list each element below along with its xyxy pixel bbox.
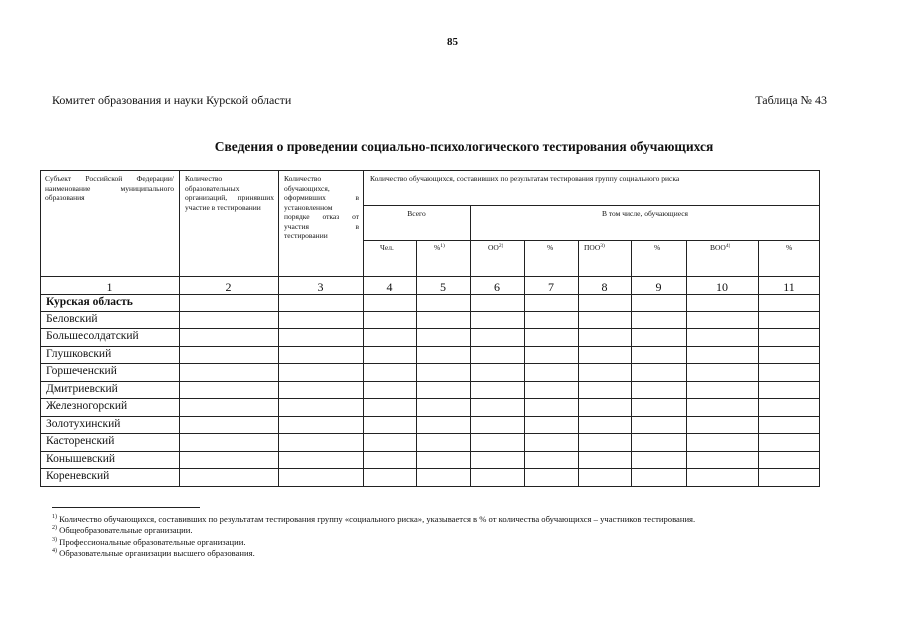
table-row-label: Горшеченский bbox=[46, 365, 117, 377]
footnotes bbox=[52, 514, 812, 559]
header-voo: ВОО$^{4)}$ bbox=[710, 243, 731, 252]
table-row-label: Дмитриевский bbox=[46, 383, 118, 395]
table-row-label: Конышевский bbox=[46, 453, 116, 465]
header-pct-total: %$^{1)}$ bbox=[434, 243, 445, 252]
footnote: $^{1)}$ Количество обучающихся, составивших по результатам тестирования группу «социального риска», указывается в % от количества обучающихся – участников тестирования. bbox=[52, 514, 696, 524]
column-number: 5 bbox=[440, 280, 446, 294]
header-including: В том числе, обучающиеся bbox=[601, 209, 689, 218]
header-total: Всего bbox=[407, 209, 426, 218]
organization-name: Комитет образования и науки Курской области bbox=[52, 93, 292, 107]
table-row-label: Железногорский bbox=[46, 400, 128, 412]
table-row-label: Кореневский bbox=[46, 470, 110, 482]
footnote: $^{3)}$ Профессиональные образовательные организации. bbox=[52, 536, 246, 547]
header-subject: Субъект Российской Федерации/наименование муниципального образования bbox=[45, 174, 174, 202]
header-refusal-count: Количество обучающихся, оформивших в установленном порядке отказ от участия в тестировании bbox=[284, 174, 359, 240]
column-number: 1 bbox=[106, 280, 113, 294]
header-poo: ПОО$^{3)}$ bbox=[584, 243, 605, 252]
table-row-label: Золотухинский bbox=[46, 418, 121, 430]
column-number: 2 bbox=[225, 280, 232, 294]
column-number: 11 bbox=[783, 280, 795, 294]
footnote: $^{2)}$ Общеобразовательные организации. bbox=[52, 525, 193, 536]
header-pct-oo: % bbox=[547, 243, 554, 252]
column-number: 7 bbox=[548, 280, 554, 294]
header-pct-voo: % bbox=[786, 243, 793, 252]
document-title: Сведения о проведении социально-психологического тестирования обучающихся bbox=[214, 139, 714, 154]
header-pct-poo: % bbox=[654, 243, 661, 252]
table-row-label: Большесолдатский bbox=[46, 330, 139, 342]
table-row-label: Касторенский bbox=[46, 435, 115, 447]
column-number: 3 bbox=[317, 280, 324, 294]
footnote: $^{4)}$ Образовательные организации высшего образования. bbox=[52, 547, 255, 558]
column-number: 9 bbox=[655, 280, 662, 294]
header-chel: Чел. bbox=[380, 243, 394, 252]
header-org-count: Количество образовательных организаций, принявших участие в тестировании bbox=[185, 174, 274, 212]
header-oo: ОО$^{2)}$ bbox=[488, 243, 504, 252]
table-row-label: Курская область bbox=[46, 296, 133, 308]
page-number: 85 bbox=[447, 36, 458, 48]
column-number: 10 bbox=[716, 280, 728, 294]
header-risk-group: Количество обучающихся, составивших по результатам тестирования группу социального риска bbox=[370, 174, 680, 183]
table-row-label: Глушковский bbox=[46, 348, 112, 360]
column-number: 4 bbox=[386, 280, 393, 294]
table-number: Таблица № 43 bbox=[755, 93, 827, 107]
column-number: 8 bbox=[601, 280, 608, 294]
column-number: 6 bbox=[494, 280, 500, 294]
table-row-label: Беловский bbox=[46, 313, 98, 325]
